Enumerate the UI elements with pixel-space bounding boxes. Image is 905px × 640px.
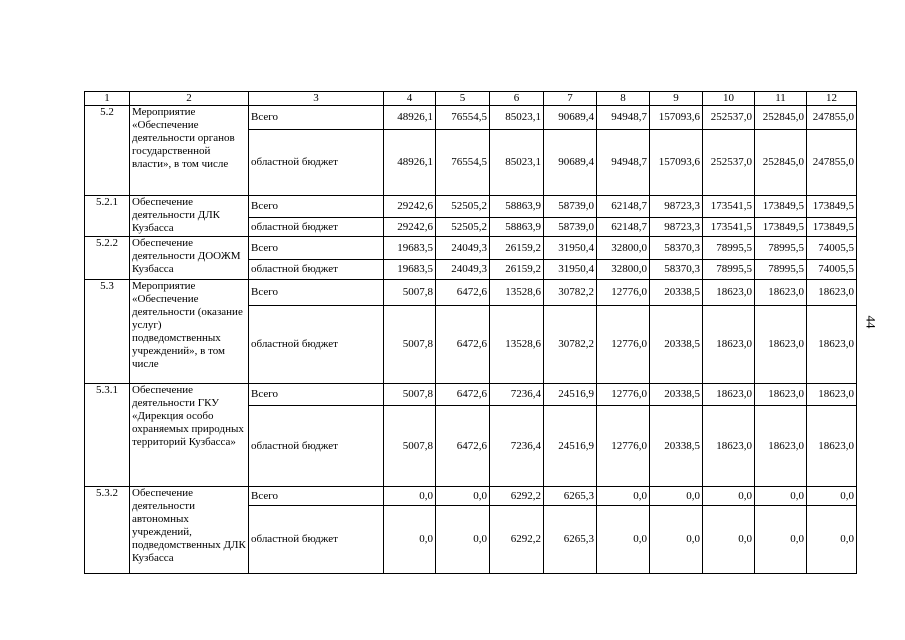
amount-cell: 48926,1 — [384, 130, 436, 196]
amount-cell: 157093,6 — [650, 130, 703, 196]
budget-table — [84, 91, 857, 574]
amount-cell: 29242,6 — [384, 218, 436, 237]
amount-cell: 247855,0 — [807, 106, 857, 130]
amount-cell: 19683,5 — [384, 260, 436, 280]
amount-cell: 252537,0 — [703, 130, 755, 196]
amount-cell: 58370,3 — [650, 237, 703, 260]
amount-cell: 0,0 — [807, 506, 857, 574]
table-row — [85, 384, 857, 406]
amount-cell: 173849,5 — [807, 218, 857, 237]
amount-cell: 18623,0 — [703, 306, 755, 384]
amount-cell: 18623,0 — [703, 280, 755, 306]
item-code: 5.2 — [85, 106, 130, 196]
item-code: 5.3 — [85, 280, 130, 384]
table-row — [85, 280, 857, 306]
amount-cell: 0,0 — [650, 487, 703, 506]
item-name: Мероприятие «Обеспечение деятельности (оказание услуг) подведомственных учреждений», в том числе — [130, 280, 249, 384]
amount-cell: 78995,5 — [703, 237, 755, 260]
column-header: 11 — [755, 92, 807, 106]
amount-cell: 173541,5 — [703, 196, 755, 218]
amount-cell: 58863,9 — [490, 196, 544, 218]
column-header: 6 — [490, 92, 544, 106]
amount-cell: 58739,0 — [544, 218, 597, 237]
item-name: Обеспечение деятельности ДООЖМ Кузбасса — [130, 237, 249, 280]
amount-cell: 32800,0 — [597, 237, 650, 260]
column-header: 1 — [85, 92, 130, 106]
funding-source: Всего — [249, 280, 384, 306]
amount-cell: 74005,5 — [807, 237, 857, 260]
amount-cell: 62148,7 — [597, 196, 650, 218]
item-name: Мероприятие «Обеспечение деятельности органов государственной власти», в том числе — [130, 106, 249, 196]
amount-cell: 24049,3 — [436, 260, 490, 280]
amount-cell: 6472,6 — [436, 384, 490, 406]
amount-cell: 13528,6 — [490, 280, 544, 306]
amount-cell: 31950,4 — [544, 237, 597, 260]
amount-cell: 52505,2 — [436, 218, 490, 237]
item-code: 5.3.1 — [85, 384, 130, 487]
amount-cell: 58370,3 — [650, 260, 703, 280]
table-row — [85, 106, 857, 130]
item-code: 5.2.1 — [85, 196, 130, 237]
amount-cell: 7236,4 — [490, 406, 544, 487]
amount-cell: 0,0 — [650, 506, 703, 574]
amount-cell: 12776,0 — [597, 280, 650, 306]
amount-cell: 0,0 — [436, 487, 490, 506]
amount-cell: 0,0 — [703, 506, 755, 574]
amount-cell: 0,0 — [755, 487, 807, 506]
amount-cell: 13528,6 — [490, 306, 544, 384]
amount-cell: 6292,2 — [490, 487, 544, 506]
column-header: 10 — [703, 92, 755, 106]
table-row — [85, 196, 857, 218]
table-body — [85, 106, 857, 574]
column-header: 5 — [436, 92, 490, 106]
amount-cell: 52505,2 — [436, 196, 490, 218]
amount-cell: 74005,5 — [807, 260, 857, 280]
amount-cell: 85023,1 — [490, 130, 544, 196]
amount-cell: 32800,0 — [597, 260, 650, 280]
item-name: Обеспечение деятельности ГКУ «Дирекция особо охраняемых природных территорий Кузбасса» — [130, 384, 249, 487]
amount-cell: 18623,0 — [807, 384, 857, 406]
amount-cell: 7236,4 — [490, 384, 544, 406]
amount-cell: 18623,0 — [703, 384, 755, 406]
amount-cell: 12776,0 — [597, 306, 650, 384]
funding-source: областной бюджет — [249, 130, 384, 196]
amount-cell: 48926,1 — [384, 106, 436, 130]
amount-cell: 90689,4 — [544, 130, 597, 196]
item-name: Обеспечение деятельности автономных учреждений, подведомственных ДЛК Кузбасса — [130, 487, 249, 574]
column-header: 9 — [650, 92, 703, 106]
amount-cell: 12776,0 — [597, 406, 650, 487]
amount-cell: 19683,5 — [384, 237, 436, 260]
amount-cell: 173849,5 — [807, 196, 857, 218]
amount-cell: 0,0 — [703, 487, 755, 506]
amount-cell: 5007,8 — [384, 384, 436, 406]
funding-source: Всего — [249, 487, 384, 506]
amount-cell: 24049,3 — [436, 237, 490, 260]
amount-cell: 20338,5 — [650, 384, 703, 406]
amount-cell: 26159,2 — [490, 260, 544, 280]
amount-cell: 6265,3 — [544, 487, 597, 506]
column-header: 8 — [597, 92, 650, 106]
amount-cell: 6472,6 — [436, 280, 490, 306]
funding-source: Всего — [249, 384, 384, 406]
amount-cell: 58863,9 — [490, 218, 544, 237]
amount-cell: 94948,7 — [597, 130, 650, 196]
amount-cell: 247855,0 — [807, 130, 857, 196]
item-code: 5.2.2 — [85, 237, 130, 280]
table-row — [85, 237, 857, 260]
funding-source: Всего — [249, 106, 384, 130]
amount-cell: 18623,0 — [807, 406, 857, 487]
amount-cell: 76554,5 — [436, 130, 490, 196]
amount-cell: 252537,0 — [703, 106, 755, 130]
amount-cell: 0,0 — [755, 506, 807, 574]
funding-source: Всего — [249, 196, 384, 218]
amount-cell: 29242,6 — [384, 196, 436, 218]
amount-cell: 90689,4 — [544, 106, 597, 130]
amount-cell: 76554,5 — [436, 106, 490, 130]
amount-cell: 98723,3 — [650, 196, 703, 218]
amount-cell: 58739,0 — [544, 196, 597, 218]
amount-cell: 6292,2 — [490, 506, 544, 574]
amount-cell: 18623,0 — [703, 406, 755, 487]
column-header: 12 — [807, 92, 857, 106]
amount-cell: 18623,0 — [807, 280, 857, 306]
amount-cell: 20338,5 — [650, 306, 703, 384]
column-header: 4 — [384, 92, 436, 106]
amount-cell: 5007,8 — [384, 306, 436, 384]
amount-cell: 18623,0 — [755, 280, 807, 306]
amount-cell: 24516,9 — [544, 384, 597, 406]
amount-cell: 12776,0 — [597, 384, 650, 406]
page-number: 44 — [863, 315, 879, 329]
amount-cell: 173541,5 — [703, 218, 755, 237]
amount-cell: 62148,7 — [597, 218, 650, 237]
amount-cell: 20338,5 — [650, 280, 703, 306]
amount-cell: 252845,0 — [755, 130, 807, 196]
column-header: 2 — [130, 92, 249, 106]
amount-cell: 0,0 — [384, 506, 436, 574]
amount-cell: 252845,0 — [755, 106, 807, 130]
funding-source: областной бюджет — [249, 306, 384, 384]
amount-cell: 18623,0 — [755, 406, 807, 487]
item-name: Обеспечение деятельности ДЛК Кузбасса — [130, 196, 249, 237]
amount-cell: 85023,1 — [490, 106, 544, 130]
amount-cell: 173849,5 — [755, 218, 807, 237]
amount-cell: 78995,5 — [755, 237, 807, 260]
amount-cell: 0,0 — [597, 487, 650, 506]
funding-source: Всего — [249, 237, 384, 260]
amount-cell: 157093,6 — [650, 106, 703, 130]
amount-cell: 5007,8 — [384, 280, 436, 306]
amount-cell: 0,0 — [597, 506, 650, 574]
amount-cell: 30782,2 — [544, 280, 597, 306]
header-row — [85, 92, 857, 106]
amount-cell: 173849,5 — [755, 196, 807, 218]
amount-cell: 0,0 — [807, 487, 857, 506]
amount-cell: 0,0 — [436, 506, 490, 574]
amount-cell: 98723,3 — [650, 218, 703, 237]
amount-cell: 78995,5 — [703, 260, 755, 280]
amount-cell: 26159,2 — [490, 237, 544, 260]
amount-cell: 30782,2 — [544, 306, 597, 384]
amount-cell: 18623,0 — [807, 306, 857, 384]
table-row — [85, 487, 857, 506]
amount-cell: 6265,3 — [544, 506, 597, 574]
funding-source: областной бюджет — [249, 218, 384, 237]
amount-cell: 18623,0 — [755, 384, 807, 406]
amount-cell: 24516,9 — [544, 406, 597, 487]
item-code: 5.3.2 — [85, 487, 130, 574]
amount-cell: 20338,5 — [650, 406, 703, 487]
column-header: 3 — [249, 92, 384, 106]
funding-source: областной бюджет — [249, 506, 384, 574]
amount-cell: 6472,6 — [436, 406, 490, 487]
amount-cell: 94948,7 — [597, 106, 650, 130]
amount-cell: 0,0 — [384, 487, 436, 506]
amount-cell: 31950,4 — [544, 260, 597, 280]
column-header: 7 — [544, 92, 597, 106]
amount-cell: 5007,8 — [384, 406, 436, 487]
amount-cell: 78995,5 — [755, 260, 807, 280]
amount-cell: 6472,6 — [436, 306, 490, 384]
amount-cell: 18623,0 — [755, 306, 807, 384]
funding-source: областной бюджет — [249, 260, 384, 280]
funding-source: областной бюджет — [249, 406, 384, 487]
